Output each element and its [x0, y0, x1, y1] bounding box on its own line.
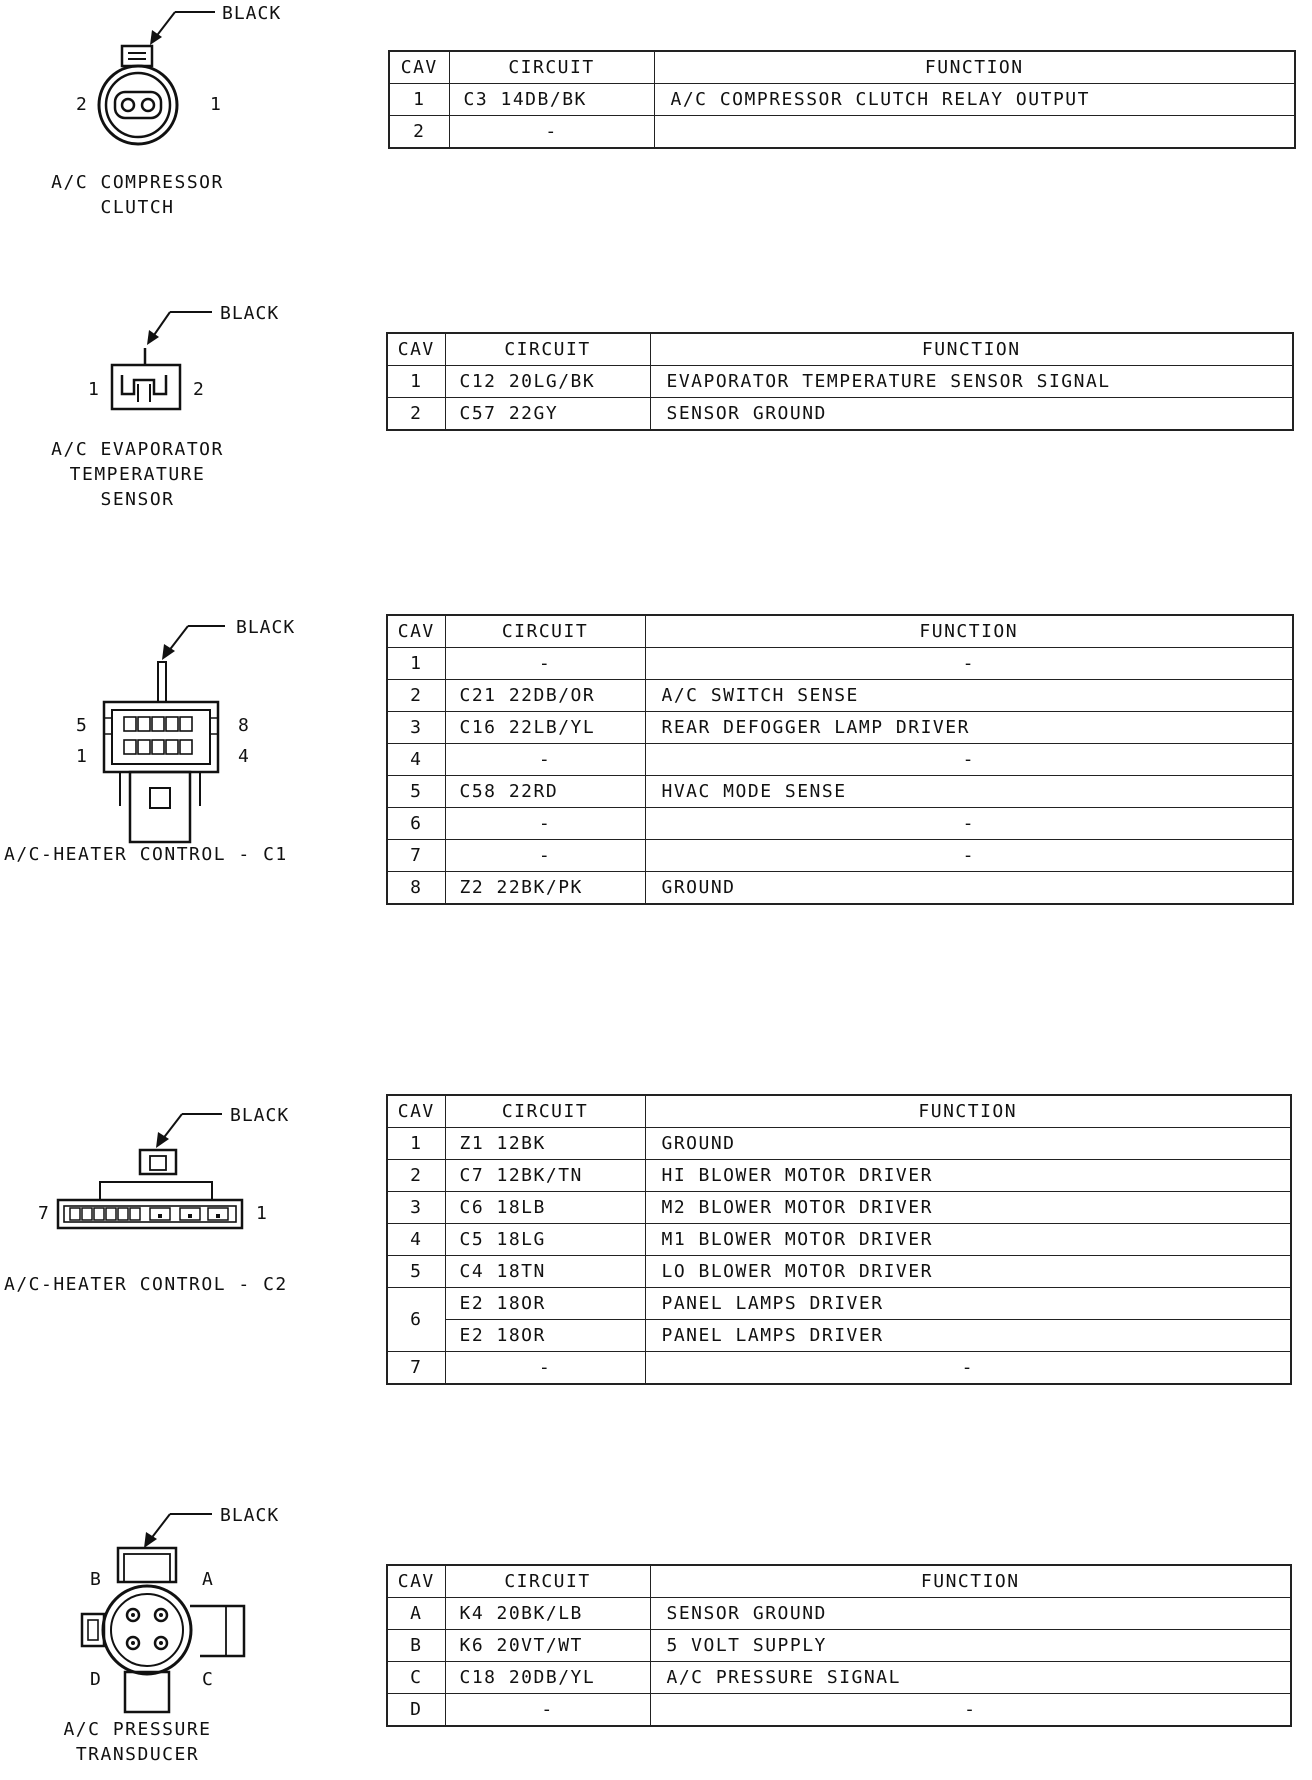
table-header-row [387, 333, 1293, 366]
table-row [387, 1630, 1291, 1662]
pin-label: 2 [193, 379, 205, 400]
function-cell: HI BLOWER MOTOR DRIVER [645, 1160, 1291, 1192]
cav-cell: 5 [387, 776, 445, 808]
circuit-cell: - [445, 1694, 650, 1727]
circuit-cell: E2 18OR [445, 1320, 645, 1352]
circuit-cell: C7 12BK/TN [445, 1160, 645, 1192]
function-cell: - [650, 1694, 1291, 1727]
pin-label: 7 [38, 1203, 50, 1224]
header-function: FUNCTION [650, 1565, 1291, 1598]
function-cell: M1 BLOWER MOTOR DRIVER [645, 1224, 1291, 1256]
cav-cell: 2 [387, 680, 445, 712]
connector-color-label: BLACK [220, 1505, 280, 1526]
header-function: FUNCTION [654, 51, 1295, 84]
table-row [389, 84, 1295, 116]
cav-cell: 4 [387, 744, 445, 776]
cav-cell: 1 [387, 1128, 445, 1160]
connector-name [30, 1717, 245, 1767]
pinout-table [386, 1564, 1292, 1727]
pin-label: 1 [256, 1203, 268, 1224]
table-row [389, 116, 1295, 149]
cav-cell: 1 [389, 84, 449, 116]
function-cell: - [645, 840, 1293, 872]
circuit-cell: - [445, 648, 645, 680]
function-cell: A/C COMPRESSOR CLUTCH RELAY OUTPUT [654, 84, 1295, 116]
header-function: FUNCTION [645, 1095, 1291, 1128]
connector-name-line: TEMPERATURE [69, 464, 206, 485]
function-cell: SENSOR GROUND [650, 1598, 1291, 1630]
connector-section-heater-control-c2 [0, 1090, 1312, 1410]
circuit-cell: C6 18LB [445, 1192, 645, 1224]
function-cell: REAR DEFOGGER LAMP DRIVER [645, 712, 1293, 744]
table-row [387, 1662, 1291, 1694]
header-cav: CAV [387, 333, 445, 366]
function-cell: SENSOR GROUND [650, 398, 1293, 431]
cav-cell: 8 [387, 872, 445, 905]
cav-cell: 4 [387, 1224, 445, 1256]
pin-label: 8 [238, 715, 250, 736]
cav-cell: 6 [387, 1288, 445, 1352]
pin-label: D [90, 1669, 102, 1690]
table-row [387, 680, 1293, 712]
table-row [387, 872, 1293, 905]
header-cav: CAV [389, 51, 449, 84]
table-header-row [389, 51, 1295, 84]
table-row [387, 744, 1293, 776]
circuit-cell: - [445, 840, 645, 872]
heater-control-c1-connector-icon [0, 610, 310, 870]
table-row [387, 1320, 1291, 1352]
pinout-table [386, 1094, 1292, 1385]
circuit-cell: C3 14DB/BK [449, 84, 654, 116]
pin-label: 1 [88, 379, 100, 400]
table-header-row [387, 615, 1293, 648]
circuit-cell: - [445, 744, 645, 776]
connector-name-line: A/C-HEATER CONTROL - C1 [4, 844, 288, 865]
function-cell: GROUND [645, 1128, 1291, 1160]
header-circuit: CIRCUIT [445, 333, 650, 366]
header-circuit: CIRCUIT [445, 1095, 645, 1128]
header-circuit: CIRCUIT [445, 1565, 650, 1598]
header-function: FUNCTION [650, 333, 1293, 366]
cav-cell: 6 [387, 808, 445, 840]
function-cell: EVAPORATOR TEMPERATURE SENSOR SIGNAL [650, 366, 1293, 398]
circuit-cell: C5 18LG [445, 1224, 645, 1256]
cav-cell: D [387, 1694, 445, 1727]
connector-section-evaporator-sensor [0, 300, 1312, 530]
circuit-cell: C58 22RD [445, 776, 645, 808]
function-cell [654, 116, 1295, 149]
circuit-cell: C12 20LG/BK [445, 366, 650, 398]
function-cell: A/C PRESSURE SIGNAL [650, 1662, 1291, 1694]
circuit-cell: C16 22LB/YL [445, 712, 645, 744]
function-cell: A/C SWITCH SENSE [645, 680, 1293, 712]
pinout-table [386, 332, 1294, 431]
circuit-cell: K6 20VT/WT [445, 1630, 650, 1662]
connector-name-line: TRANSDUCER [75, 1744, 200, 1765]
connector-section-pressure-transducer [0, 1500, 1312, 1780]
pin-label: B [90, 1569, 102, 1590]
function-cell: - [645, 808, 1293, 840]
pressure-transducer-connector-icon [0, 1500, 300, 1730]
table-row [387, 808, 1293, 840]
cav-cell: 5 [387, 1256, 445, 1288]
table-row [387, 1598, 1291, 1630]
connector-color-label: BLACK [220, 303, 280, 324]
cav-cell: 1 [387, 366, 445, 398]
cav-cell: B [387, 1630, 445, 1662]
cav-cell: 2 [387, 1160, 445, 1192]
circuit-cell: Z1 12BK [445, 1128, 645, 1160]
table-header-row [387, 1565, 1291, 1598]
connector-color-label: BLACK [236, 617, 296, 638]
connector-name [30, 437, 245, 512]
table-row [387, 840, 1293, 872]
cav-cell: A [387, 1598, 445, 1630]
connector-section-heater-control-c1 [0, 610, 1312, 930]
header-cav: CAV [387, 1565, 445, 1598]
function-cell: PANEL LAMPS DRIVER [645, 1320, 1291, 1352]
connector-name-line: A/C PRESSURE [63, 1719, 212, 1740]
cav-cell: 2 [389, 116, 449, 149]
function-cell: - [645, 744, 1293, 776]
function-cell: GROUND [645, 872, 1293, 905]
pin-label: A [202, 1569, 214, 1590]
table-header-row [387, 1095, 1291, 1128]
function-cell: LO BLOWER MOTOR DRIVER [645, 1256, 1291, 1288]
connector-name-line: A/C COMPRESSOR [51, 172, 224, 193]
connector-color-label: BLACK [230, 1105, 290, 1126]
table-row [387, 1160, 1291, 1192]
table-row [387, 1256, 1291, 1288]
pinout-table [388, 50, 1296, 149]
circuit-cell: C18 20DB/YL [445, 1662, 650, 1694]
pin-label: C [202, 1669, 214, 1690]
connector-color-label: BLACK [222, 3, 282, 24]
connector-name-line: CLUTCH [100, 197, 175, 218]
table-row [387, 1224, 1291, 1256]
circuit-cell: - [445, 808, 645, 840]
connector-name-line: SENSOR [100, 489, 175, 510]
circuit-cell: C57 22GY [445, 398, 650, 431]
function-cell: 5 VOLT SUPPLY [650, 1630, 1291, 1662]
connector-name [4, 842, 294, 867]
header-function: FUNCTION [645, 615, 1293, 648]
pin-label: 2 [76, 94, 88, 115]
circuit-cell: Z2 22BK/PK [445, 872, 645, 905]
connector-name-line: A/C-HEATER CONTROL - C2 [4, 1274, 288, 1295]
pin-label: 1 [76, 746, 88, 767]
table-row [387, 1192, 1291, 1224]
circuit-cell: K4 20BK/LB [445, 1598, 650, 1630]
table-row [387, 1694, 1291, 1727]
connector-section-compressor-clutch [0, 0, 1312, 230]
table-row [387, 712, 1293, 744]
cav-cell: C [387, 1662, 445, 1694]
pin-label: 4 [238, 746, 250, 767]
circuit-cell: - [445, 1352, 645, 1385]
header-cav: CAV [387, 1095, 445, 1128]
table-row [387, 398, 1293, 431]
function-cell: HVAC MODE SENSE [645, 776, 1293, 808]
function-cell: M2 BLOWER MOTOR DRIVER [645, 1192, 1291, 1224]
connector-name [30, 170, 245, 220]
pin-label: 5 [76, 715, 88, 736]
table-row [387, 366, 1293, 398]
cav-cell: 1 [387, 648, 445, 680]
circuit-cell: E2 18OR [445, 1288, 645, 1320]
circuit-cell: C21 22DB/OR [445, 680, 645, 712]
connector-name-line: A/C EVAPORATOR [51, 439, 224, 460]
pinout-table [386, 614, 1294, 905]
connector-name [4, 1272, 294, 1297]
function-cell: - [645, 1352, 1291, 1385]
circuit-cell: C4 18TN [445, 1256, 645, 1288]
pin-label: 1 [210, 94, 222, 115]
function-cell: - [645, 648, 1293, 680]
cav-cell: 3 [387, 1192, 445, 1224]
circuit-cell: - [449, 116, 654, 149]
header-circuit: CIRCUIT [445, 615, 645, 648]
cav-cell: 7 [387, 1352, 445, 1385]
header-cav: CAV [387, 615, 445, 648]
function-cell: PANEL LAMPS DRIVER [645, 1288, 1291, 1320]
table-row [387, 1288, 1291, 1320]
cav-cell: 7 [387, 840, 445, 872]
cav-cell: 2 [387, 398, 445, 431]
table-row [387, 1128, 1291, 1160]
table-row [387, 648, 1293, 680]
header-circuit: CIRCUIT [449, 51, 654, 84]
table-row [387, 1352, 1291, 1385]
table-row [387, 776, 1293, 808]
cav-cell: 3 [387, 712, 445, 744]
